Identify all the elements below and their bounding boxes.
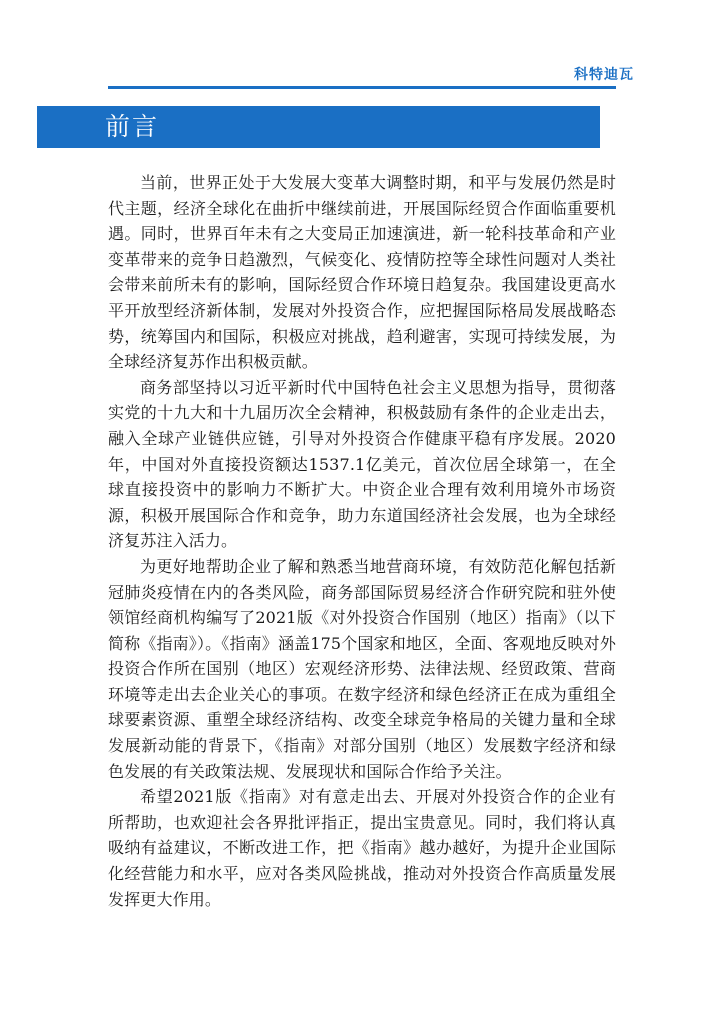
- running-header-country: 科特迪瓦: [574, 67, 634, 83]
- paragraph-1: 当前，世界正处于大发展大变革大调整时期，和平与发展仍然是时代主题，经济全球化在曲折中继续前进，开展国际经贸合作面临重要机遇。同时，世界百年未有之大变局正加速演进，新一轮科技革命和产业变革带来的竞争日趋激烈，气候变化、疫情防控等全球性问题对人类社会带来前所未有的影响，国际经贸合作环境日趋复杂。我国建设更高水平开放型经济新体制，发展对外投资合作，应把握国际格局发展战略态势，统筹国内和国际，积极应对挑战，趋利避害，实现可持续发展，为全球经济复苏作出积极贡献。: [108, 173, 616, 372]
- header-divider: [108, 86, 616, 89]
- paragraph-2: 商务部坚持以习近平新时代中国特色社会主义思想为指导，贯彻落实党的十九大和十九届历次全会精神，积极鼓励有条件的企业走出去，融入全球产业链供应链，引导对外投资合作健康平稳有序发展。2020年，中国对外直接投资额达1537.1亿美元，首次位居全球第一，在全球直接投资中的影响力不断扩大。中资企业合理有效利用境外市场资源，积极开展国际合作和竞争，助力东道国经济社会发展，也为全球经济复苏注入活力。: [108, 377, 616, 551]
- section-title: 前言: [105, 112, 160, 141]
- section-title-band: [37, 106, 600, 148]
- preface-body: [108, 170, 616, 912]
- paragraph-4: 希望2021版《指南》对有意走出去、开展对外投资合作的企业有所帮助，也欢迎社会各界批评指正，提出宝贵意见。同时，我们将认真吸纳有益建议，不断改进工作，把《指南》越办越好，为提升企业国际化经营能力和水平，应对各类风险挑战，推动对外投资合作高质量发展发挥更大作用。: [108, 787, 616, 909]
- paragraph-3: 为更好地帮助企业了解和熟悉当地营商环境，有效防范化解包括新冠肺炎疫情在内的各类风险，商务部国际贸易经济合作研究院和驻外使领馆经商机构编写了2021版《对外投资合作国别（地区）指南》（以下简称《指南》）。《指南》涵盖175个国家和地区，全面、客观地反映对外投资合作所在国别（地区）宏观经济形势、法律法规、经贸政策、营商环境等走出去企业关心的事项。在数字经济和绿色经济正在成为重组全球要素资源、重塑全球经济结构、改变全球竞争格局的关键力量和全球发展新动能的背景下，《指南》对部分国别（地区）发展数字经济和绿色发展的有关政策法规、发展现状和国际合作给予关注。: [108, 556, 616, 781]
